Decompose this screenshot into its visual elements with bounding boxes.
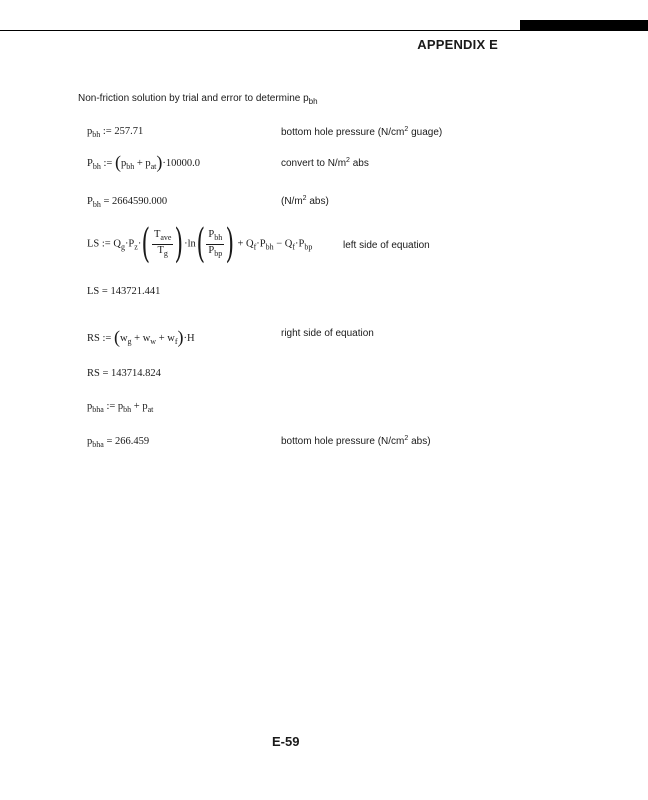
pbha-comment: bottom hole pressure ($N/cm^2$ abs) bbox=[281, 435, 431, 447]
Pbh-result: $P_{bh} = 2664590.000$ bbox=[87, 196, 168, 209]
LS-assignment: LS := $Q_g\cdot P_z\cdot$( $\frac{T_{ave}}{T_g}$ )·ln( $\frac{P_{bh}}{P_{bp}}$ ) + $Q_f\cdot P_{bh} - Q_f\cdot P_{bp}$ bbox=[87, 221, 313, 267]
LS-result: LS = 143721.441 bbox=[87, 286, 161, 297]
RS-assignment: RS := $(w_g + w_w + w_f)\cdot H$ bbox=[87, 327, 195, 347]
appendix-heading: APPENDIX E bbox=[417, 37, 498, 52]
Pbh-assignment: $P_{bh}$ := $(p_{bh} + p_{at})\cdot 10000.0$ bbox=[87, 152, 201, 172]
RS-result: RS = 143714.824 bbox=[87, 368, 161, 379]
Pbh-comment: convert to $N/m^2$ abs bbox=[281, 157, 369, 169]
intro-text: Non-friction solution by trial and error to determine $p_{bh}$ bbox=[78, 93, 318, 106]
header-rule bbox=[0, 30, 648, 31]
pbha-result: $p_{bha} = 266.459$ bbox=[87, 436, 150, 449]
page-number: E-59 bbox=[272, 734, 300, 749]
pbh-assignment: $p_{bh}$ := 257.71 bbox=[87, 126, 144, 139]
RS-comment: right side of equation bbox=[281, 328, 374, 339]
Pbh-result-comment: ($N/m^2$ abs) bbox=[281, 195, 329, 207]
pbha-assignment: $p_{bha}$ := $p_{bh} + p_{at}$ bbox=[87, 401, 154, 414]
pbh-comment: bottom hole pressure ($N/cm^2$ guage) bbox=[281, 126, 443, 138]
header-bar bbox=[520, 20, 648, 30]
LS-comment: left side of equation bbox=[343, 240, 430, 251]
